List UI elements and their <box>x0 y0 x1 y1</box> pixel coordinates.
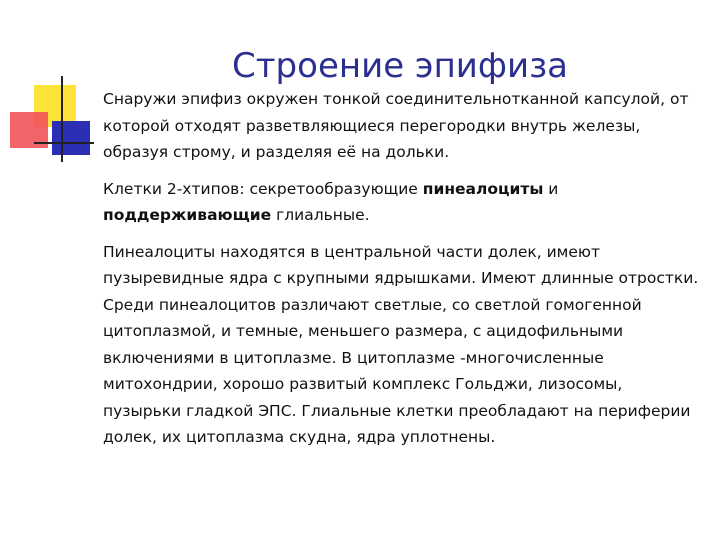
supporting-cells-term: поддерживающие <box>103 206 272 224</box>
decorative-vertical-line <box>61 76 63 162</box>
cell-types-text-1: Клетки 2-хтипов: секретообразующие <box>103 179 423 198</box>
slide-title: Строение эпифиза <box>232 46 568 86</box>
pinealocytes-term: пинеалоциты <box>422 179 544 198</box>
cell-types-text-3: глиальные. <box>271 206 370 224</box>
decorative-blue-square <box>52 121 90 155</box>
cell-types-text-2: и <box>543 179 559 198</box>
slide-body <box>103 86 703 461</box>
paragraph-capsule: Снаружи эпифиз окружен тонкой соединительнотканной капсулой, от которой отходят разветвляющиеся перегородки внутрь железы, образуя строму, и разделяя её на дольки. <box>103 90 689 161</box>
decorative-horizontal-line <box>34 142 94 144</box>
paragraph-pinealocytes: Пинеалоциты находятся в центральной части долек, имеют пузыревидные ядра с крупными ядрышками. Имеют длинные отростки. Среди пинеалоцитов различают светлые, со светлой гомогенной цитоплазмой, и темные, меньшего размера, с ацидофильными включениями в цитоплазме. В цитоплазме -многочисленные митохондрии, хорошо развитый комплекс Гольджи, лизосомы, пузырьки гладкой ЭПС. Глиальные клетки преобладают на периферии долек, их цитоплазма скудна, ядра уплотнены. <box>103 242 699 446</box>
paragraph-cell-types <box>103 176 703 229</box>
